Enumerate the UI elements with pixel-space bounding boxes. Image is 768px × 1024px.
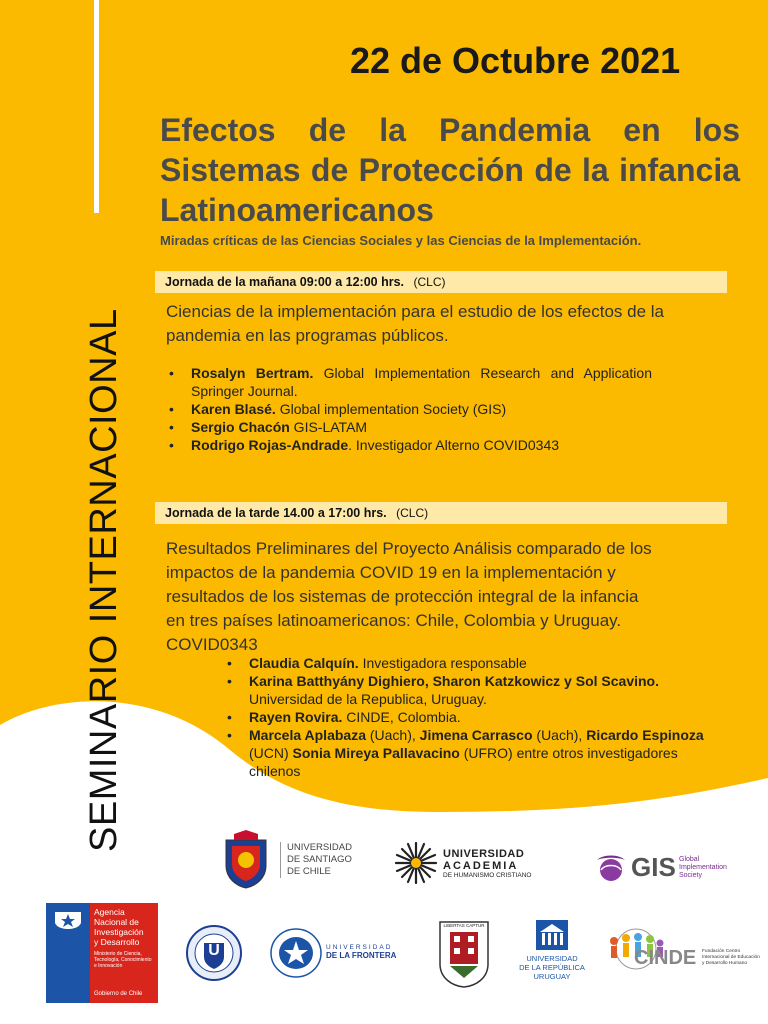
uach-shield-icon	[438, 920, 490, 988]
afternoon-session-band	[155, 502, 727, 524]
list-item: • Rayen Rovira. CINDE, Colombia.	[224, 708, 726, 726]
afternoon-description: Resultados Preliminares del Proyecto Análisis comparado de los impactos de la pandemia COVID 19 en la implementación y resultados de los sistemas de protección integral de la infancia en tres países latinoamericanos: Chile, Colombia y Uruguay. COVID0343	[166, 539, 652, 654]
morning-speaker-list	[166, 364, 652, 454]
ufro-seal-icon	[270, 928, 322, 978]
vertical-divider-line	[94, 0, 99, 213]
udelar-building-icon	[536, 920, 568, 950]
academia-star-icon	[393, 840, 439, 886]
list-item: • Rodrigo Rojas-Andrade. Investigador Alterno COVID0343	[166, 436, 652, 454]
usach-logo: UNIVERSIDAD DE SANTIAGO DE CHILE	[220, 830, 360, 892]
academia-logo: UNIVERSIDAD ACADEMIA DE HUMANISMO CRISTIANO	[393, 840, 553, 886]
afternoon-speaker-list	[224, 654, 726, 780]
morning-description: Ciencias de la implementación para el estudio de los efectos de la pandemia en las programas públicos.	[166, 302, 665, 345]
page-subtitle: Miradas críticas de las Ciencias Sociales y las Ciencias de la Implementación.	[160, 233, 642, 248]
anid-logo: Agencia Nacional de Investigación y Desarrollo Ministerio de Ciencia, Tecnología, Conocimiento e Innovación Gobierno de Chile	[46, 903, 158, 1003]
ucm-logo: U	[186, 925, 242, 981]
afternoon-session-label: Jornada de la tarde 14.00 a 17:00 hrs.	[165, 506, 387, 520]
cinde-logo: CINDE Fundación Centro Internacional de Educación y Desarrollo Humano	[604, 925, 750, 975]
uach-logo: LIBERTAS CAPTUR	[438, 920, 490, 988]
list-item: • Claudia Calquín. Investigadora responsable	[224, 654, 726, 672]
list-item: • Rosalyn Bertram. Global Implementation Research and Application Springer Journal.	[166, 364, 652, 400]
morning-session-label: Jornada de la mañana 09:00 a 12:00 hrs.	[165, 275, 405, 289]
gis-logo: GIS Global Implementation Society	[593, 848, 743, 888]
page-title: Efectos de la Pandemia en los Sistemas de Protección de la infancia Latinoamericanos	[160, 112, 740, 228]
morning-session-band	[155, 271, 727, 293]
event-date: 22 de Octubre 2021	[350, 40, 681, 81]
afternoon-timezone: (CLC)	[396, 506, 429, 520]
list-item: • Karina Batthyány Dighiero, Sharon Katzkowicz y Sol Scavino. Universidad de la Republica, Uruguay.	[224, 672, 726, 708]
list-item: • Karen Blasé. Global implementation Society (GIS)	[166, 400, 652, 418]
usach-crest-icon	[220, 830, 272, 890]
list-item: • Sergio Chacón GIS-LATAM	[166, 418, 652, 436]
udelar-logo: UNIVERSIDAD DE LA REPÚBLICA URUGUAY	[517, 920, 587, 986]
chile-shield-icon	[51, 906, 85, 930]
gis-globe-icon	[593, 852, 629, 882]
morning-timezone: (CLC)	[413, 275, 446, 289]
ufro-logo: UNIVERSIDAD DE LA FRONTERA	[270, 928, 410, 978]
vertical-seminar-title: SEMINARIO INTERNACIONAL	[83, 308, 125, 852]
list-item: • Marcela Aplabaza (Uach), Jimena Carrasco (Uach), Ricardo Espinoza (UCN) Sonia Mireya Pallavacino (UFRO) entre otros investigadores chilenos	[224, 726, 726, 780]
